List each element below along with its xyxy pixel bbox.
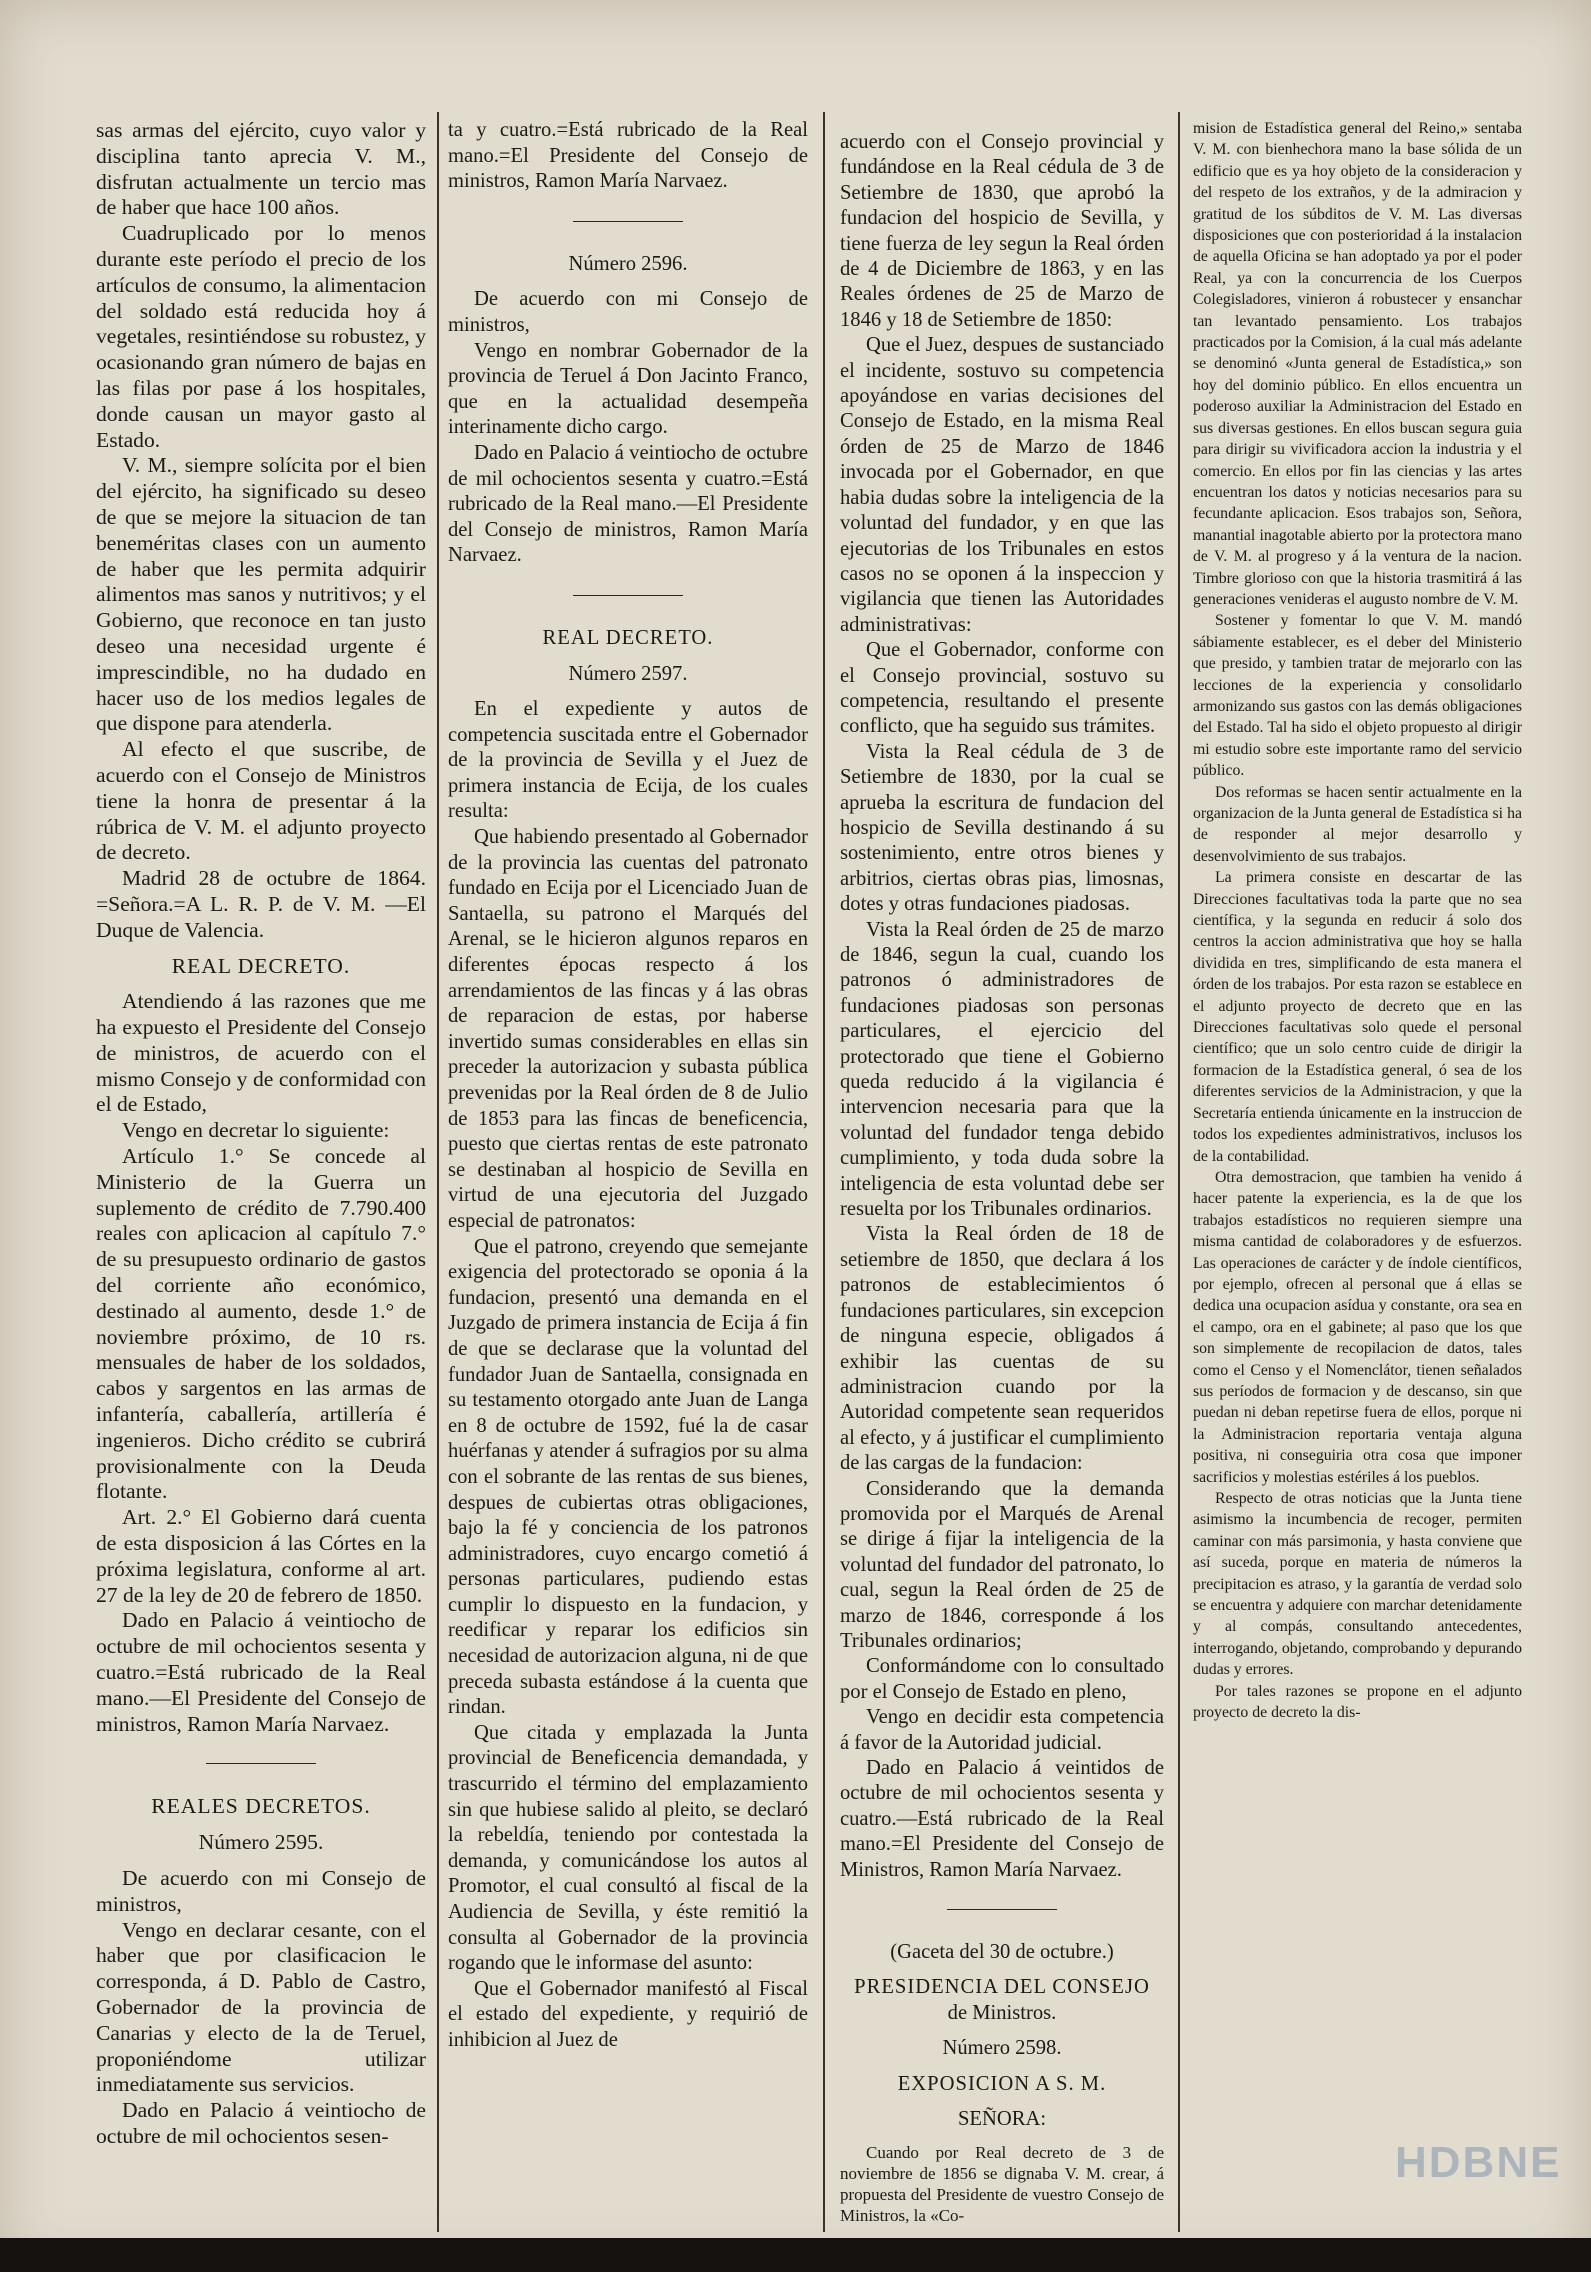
paragraph: Vista la Real órden de 18 de setiembre de 1850, que declara á los patronos de establecimientos ó fundaciones particulares, sin excepcion de ninguna especie, obligados á exhibir las cuentas de su administracion cuando por la Autoridad competente sean requeridos al efecto, y á justificar el cumplimiento de las cargas de la fundacion: (840, 1223, 1164, 1475)
column-4 (1193, 118, 1522, 2228)
paragraph: Vengo en decidir esta competencia á favor de la Autoridad judicial. (840, 1706, 1164, 1754)
paragraph: sas armas del ejército, cuyo valor y disciplina tanto aprecia V. M., disfrutan actualmente un tercio mas de haber que hace 100 años. (96, 118, 426, 220)
paragraph: Sostener y fomentar lo que V. M. mandó sábiamente establecer, es el deber del Ministerio que presido, y tambien tratar de mejorarlo con las lecciones de la experiencia y consolidarlo armonizando sus gastos con las demás obligaciones del Estado. Tal ha sido el objeto propuesto al dirigir mi estudio sobre este importante ramo del servicio público. (1193, 612, 1522, 780)
paragraph: Dado en Palacio á veintiocho de octubre de mil ochocientos sesenta y cuatro.=Está rubricado de la Real mano.—El Presidente del Consejo de ministros, Ramon María Narvaez. (448, 441, 808, 567)
paragraph: ta y cuatro.=Está rubricado de la Real mano.=El Presidente del Consejo de ministros, Ramon María Narvaez. (448, 119, 808, 193)
paragraph: acuerdo con el Consejo provincial y fundándose en la Real cédula de 3 de Setiembre de 1830, que aprobó la fundacion del hospicio de Sevilla, y tiene fuerza de ley segun la Real órden de 4 de Diciembre de 1863, y en las Reales órdenes de 25 de Marzo de 1846 y 18 de Setiembre de 1850: (840, 131, 1164, 331)
separator-rule (573, 221, 683, 222)
paragraph: Art. 2.° El Gobierno dará cuenta de esta disposicion á las Córtes en la próxima legislatura, conforme al art. 27 de la ley de 20 de febrero de 1850. (96, 1505, 426, 1607)
paragraph: Atendiendo á las razones que me ha expuesto el Presidente del Consejo de ministros, de acuerdo con el mismo Consejo y de conformidad con el de Estado, (96, 989, 426, 1117)
paragraph: De acuerdo con mi Consejo de ministros, (96, 1866, 426, 1916)
paragraph: Vista la Real cédula de 3 de Setiembre de 1830, por la cual se aprueba la escritura de fundacion del hospicio de Sevilla destinando á su sostenimiento, entre otros bienes y arbitrios, ciertas obras pias, limosnas, dotes y otras fundaciones piadosas. (840, 740, 1164, 916)
paragraph: La primera consiste en descartar de las Direcciones facultativas toda la parte que no sea científica, y la segunda en reducir á solo dos centros la accion administrativa que hoy se halla dividida en tres, simplificando de esta manera el órden de los trabajos. Por esta razon se establece en el adjunto proyecto de decreto que en las Direcciones facultativas solo quede el personal científico; que un solo centro cuide de dirigir la formacion de la Estadística general, ó sea de los diferentes servicios de la Administracion, y que la Secretaría entienda únicamente en la instruccion de todos los expedientes administrativos, inclusos los de la contabilidad. (1193, 869, 1522, 1165)
section-heading: REAL DECRETO. (171, 953, 351, 978)
paragraph: En el expediente y autos de competencia suscitada entre el Gobernador de la provincia de Sevilla y el Juez de primera instancia de Ecija, de los cuales resulta: (448, 698, 808, 823)
column-rule (823, 112, 825, 2232)
paragraph: Que el Gobernador manifestó al Fiscal el estado del expediente, y requirió de inhibicion al Juez de (448, 1977, 808, 2051)
paragraph: V. M., siempre solícita por el bien del ejército, ha significado su deseo de que se mejore la situacion de tan beneméritas clases con un aumento de haber que les permita adquirir alimentos mas sanos y nutritivos; y el Gobierno, que reconoce en tan justo deseo una necesidad urgente é imprescindible, no ha dudado en hacer uso de los medios legales de que dispone para atenderla. (96, 453, 426, 736)
paragraph: Dado en Palacio á veintiocho de octubre de mil ochocientos sesenta y cuatro.=Está rubricado de la Real mano.—El Presidente del Consejo de ministros, Ramon María Narvaez. (96, 1608, 426, 1736)
paragraph: Vista la Real órden de 25 de marzo de 1846, segun la cual, cuando los patronos ó administradores de fundaciones piadosas son personas particulares, el ejercicio del protectorado que tiene el Gobierno queda reducido á la vigilancia é intervencion necesaria para que la voluntad del fundador tenga debido cumplimiento, y toda duda sobre la inteligencia de esta voluntad debe ser resuelta por los Tribunales ordinarios. (840, 918, 1164, 1221)
section-heading: PRESIDENCIA DEL CONSEJO (854, 1976, 1150, 1999)
salutation: SEÑORA: (957, 2108, 1047, 2131)
section-heading: REAL DECRETO. (542, 626, 714, 649)
section-heading: EXPOSICION A S. M. (897, 2072, 1107, 2095)
paragraph: Dos reformas se hacen sentir actualmente en la organizacion de la Junta general de Estadística si ha de responder al mejor desarrollo y desenvolvimiento de sus trabajos. (1193, 783, 1522, 865)
decree-number: Número 2597. (568, 662, 688, 685)
column-2 (448, 118, 808, 2228)
gazette-date: (Gaceta del 30 de octubre.) (890, 1941, 1114, 1964)
paragraph: Otra demostracion, que tambien ha venido á hacer patente la experiencia, es la de que los trabajos estadísticos no requieren siempre una misma cantidad de colaboradores y de esfuerzos. Las operaciones de carácter y de índole científicos, por ejemplo, ofrecen al personal que á ellas se dedica una ocupacion asídua y constante, ora sea en el campo, ora en el gabinete; al paso que los que son simplemente de recopilacion de datos, tales como el Censo y el Nomenclátor, tienen señalados sus períodos de formacion y de descanso, sin que puedan ni deban repetirse fuera de ellos, porque ni la Administracion reportaria ventaja alguna positiva, ni conseguiria otra cosa que imponer sacrificios y molestias estériles á los pueblos. (1193, 1168, 1522, 1486)
paragraph: Que citada y emplazada la Junta provincial de Beneficencia demandada, y trascurrido el término del emplazamiento sin que hubiese salido al pleito, se declaró la rebeldía, teniendo por contestada la demanda, y comunicándose los autos al Promotor, el cual consultó al fiscal de la Audiencia de Sevilla, y éste remitió la consulta al Gobernador de la provincia rogando que le informase del asunto: (448, 1721, 808, 1975)
paragraph: De acuerdo con mi Consejo de ministros, (448, 288, 808, 336)
paragraph: Conformándome con lo consultado por el Consejo de Estado en pleno, (840, 1655, 1164, 1703)
separator-rule (206, 1763, 316, 1764)
column-3 (840, 130, 1164, 2240)
date-signature: Madrid 28 de octubre de 1864. =Señora.=A L. R. P. de V. M. —El Duque de Valencia. (96, 866, 426, 942)
paragraph: mision de Estadística general del Reino,» sentaba V. M. con bienhechora mano la base sólida de un edificio que es ya hoy objeto de la consideracion y del respeto de los extraños, y de la admiracion y gratitud de los súbditos de V. M. Las diversas disposiciones que con posterioridad á la instalacion de aquella Oficina se han adoptado ya por el poder Real, ya con la concurrencia de los Cuerpos Colegisladores, vinieron á robustecer y ensanchar tan levantado pensamiento. Los trabajos practicados por la Comision, á la cual más adelante se denominó «Junta general de Estadística,» son hoy del dominio público. En ellos encuentra un poderoso auxiliar la Administracion del Estado en sus diversas gestiones. En ellos buscan segura guia para dirigir su vivificadora accion la industria y el comercio. En ellos por fin las ciencias y las artes encuentran los datos y noticias necesarios para su fecundante aplicacion. Esos trabajos son, Señora, manantial inagotable abierto por la protectora mano de V. M. al progreso y á la ventura de la nacion. Timbre glorioso con que la historia trasmitirá á las generaciones venideras el augusto nombre de V. M. (1193, 120, 1522, 608)
separator-rule (573, 595, 683, 596)
paragraph: Cuando por Real decreto de 3 de noviembre de 1856 se dignaba V. M. crear, á propuesta del Presidente de vuestro Consejo de Ministros, la «Co- (840, 2143, 1164, 2226)
paragraph: Vengo en nombrar Gobernador de la provincia de Teruel á Don Jacinto Franco, que en la actualidad desempeña interinamente dicho cargo. (448, 339, 808, 439)
scan-border (0, 2238, 1591, 2272)
section-subheading: de Ministros. (947, 2001, 1057, 2024)
column-rule (437, 112, 439, 2232)
paragraph: Dado en Palacio á veintiocho de octubre de mil ochocientos sesen- (96, 2098, 426, 2148)
paragraph: Que habiendo presentado al Gobernador de la provincia las cuentas del patronato fundado en Ecija por el Licenciado Juan de Santaella, su patrono el Marqués del Arenal, se le hicieron algunos reparos en diferentes épocas respecto á los arrendamientos de las fincas y á las obras de reparacion de estas, por haberse invertido sumas considerables en ellas sin preceder la autorizacion y subasta pública prevenidas por la Real órden de 8 de Julio de 1853 para las fincas de beneficencia, puesto que ciertas rentas de este patronato se destinaban al hospicio de Sevilla en virtud de una ejecutoria del Juzgado especial de patronatos: (448, 826, 808, 1232)
paragraph: Que el Juez, despues de sustanciado el incidente, sostuvo su competencia apoyándose en varias decisiones del Consejo de Estado, en la misma Real órden de 25 de Marzo de 1846 invocada por el Gobernador, en que habia dudas sobre la inteligencia de la voluntad del fundador, y en que las ejecutorias de los Tribunales en estos casos no se oponen á la inspeccion y vigilancia que tienen las Autoridades administrativas: (840, 334, 1164, 636)
paragraph: Al efecto el que suscribe, de acuerdo con el Consejo de Ministros tiene la honra de presentar á la rúbrica de V. M. el adjunto proyecto de decreto. (96, 737, 426, 865)
paragraph: Respecto de otras noticias que la Junta tiene asimismo la incumbencia de recoger, permiten caminar con más parsimonia, y hasta conviene que así suceda, porque en materia de números la precipitacion es atraso, y la garantía de verdad solo se encuentra y adquiere con marchar detenidamente y al compás, consultando antecedentes, interrogando, objetando, comprobando y depurando dudas y errores. (1193, 1490, 1522, 1679)
section-heading: REALES DECRETOS. (151, 1794, 371, 1819)
paragraph: Que el Gobernador, conforme con el Consejo provincial, sostuvo su competencia, resultando el presente conflicto, que ha seguido sus trámites. (840, 639, 1164, 738)
paragraph: Vengo en decretar lo siguiente: (122, 1118, 390, 1143)
column-1 (96, 118, 426, 2228)
decree-number: Número 2598. (942, 2037, 1062, 2060)
column-rule (1178, 112, 1180, 2232)
paragraph: Vengo en declarar cesante, con el haber que por clasificacion le corresponda, á D. Pablo de Castro, Gobernador de la provincia de Canarias y electo de la de Teruel, proponiéndome utilizar inmediatamente sus servicios. (96, 1917, 426, 2097)
decree-number: Número 2596. (568, 252, 688, 275)
separator-rule (947, 1909, 1057, 1910)
paragraph: Artículo 1.° Se concede al Ministerio de la Guerra un suplemento de crédito de 7.790.400 reales con aplicacion al capítulo 7.° de su presupuesto ordinario de gastos del corriente año económico, destinado al aumento, desde 1.° de noviembre próximo, de 10 rs. mensuales de haber de los soldados, cabos y sargentos en las armas de infantería, caballería, artillería é ingenieros. Dicho crédito se cubrirá provisionalmente con la Deuda flotante. (96, 1144, 426, 1504)
decree-number: Número 2595. (198, 1830, 324, 1855)
paragraph: Cuadruplicado por lo menos durante este período el precio de los artículos de consumo, la alimentacion del soldado está reducida hoy á vegetales, resintiéndose su robustez, y ocasionando gran número de bajas en las filas por pase á los hospitales, donde causan un mayor gasto al Estado. (96, 221, 426, 452)
paragraph: Por tales razones se propone en el adjunto proyecto de decreto la dis- (1193, 1682, 1522, 1722)
library-watermark: HDBNE (1395, 2138, 1562, 2187)
paragraph: Dado en Palacio á veintidos de octubre de mil ochocientos sesenta y cuatro.—Está rubricado de la Real mano.=El Presidente del Consejo de Ministros, Ramon María Narvaez. (840, 1757, 1164, 1881)
paragraph: Que el patrono, creyendo que semejante exigencia del protectorado se oponia á la fundacion, presentó una demanda en el Juzgado de primera instancia de Ecija á fin de que se declarase que la voluntad del fundador Juan de Santaella, consignada en su testamento otorgado ante Juan de Langa en 8 de octubre de 1592, fué la de casar huérfanas y atender á sufragios por su alma con el sobrante de las rentas de sus bienes, despues de cubiertas otras obligaciones, bajo la fé y conciencia de los patronos administradores, cuyo encargo cometió á personas particulares, pudiendo estas cumplir lo dispuesto en la fundacion, y reedificar y reparar los edificios sin necesidad de autorizacion alguna, ni de que preceda subasta estándose á la cuenta que rindan. (448, 1235, 808, 1719)
paragraph: Considerando que la demanda promovida por el Marqués de Arenal se dirige á fijar la inteligencia de la voluntad del fundador del patronato, lo cual, segun la Real órden de 25 de marzo de 1846, corresponde á los Tribunales ordinarios; (840, 1477, 1164, 1652)
